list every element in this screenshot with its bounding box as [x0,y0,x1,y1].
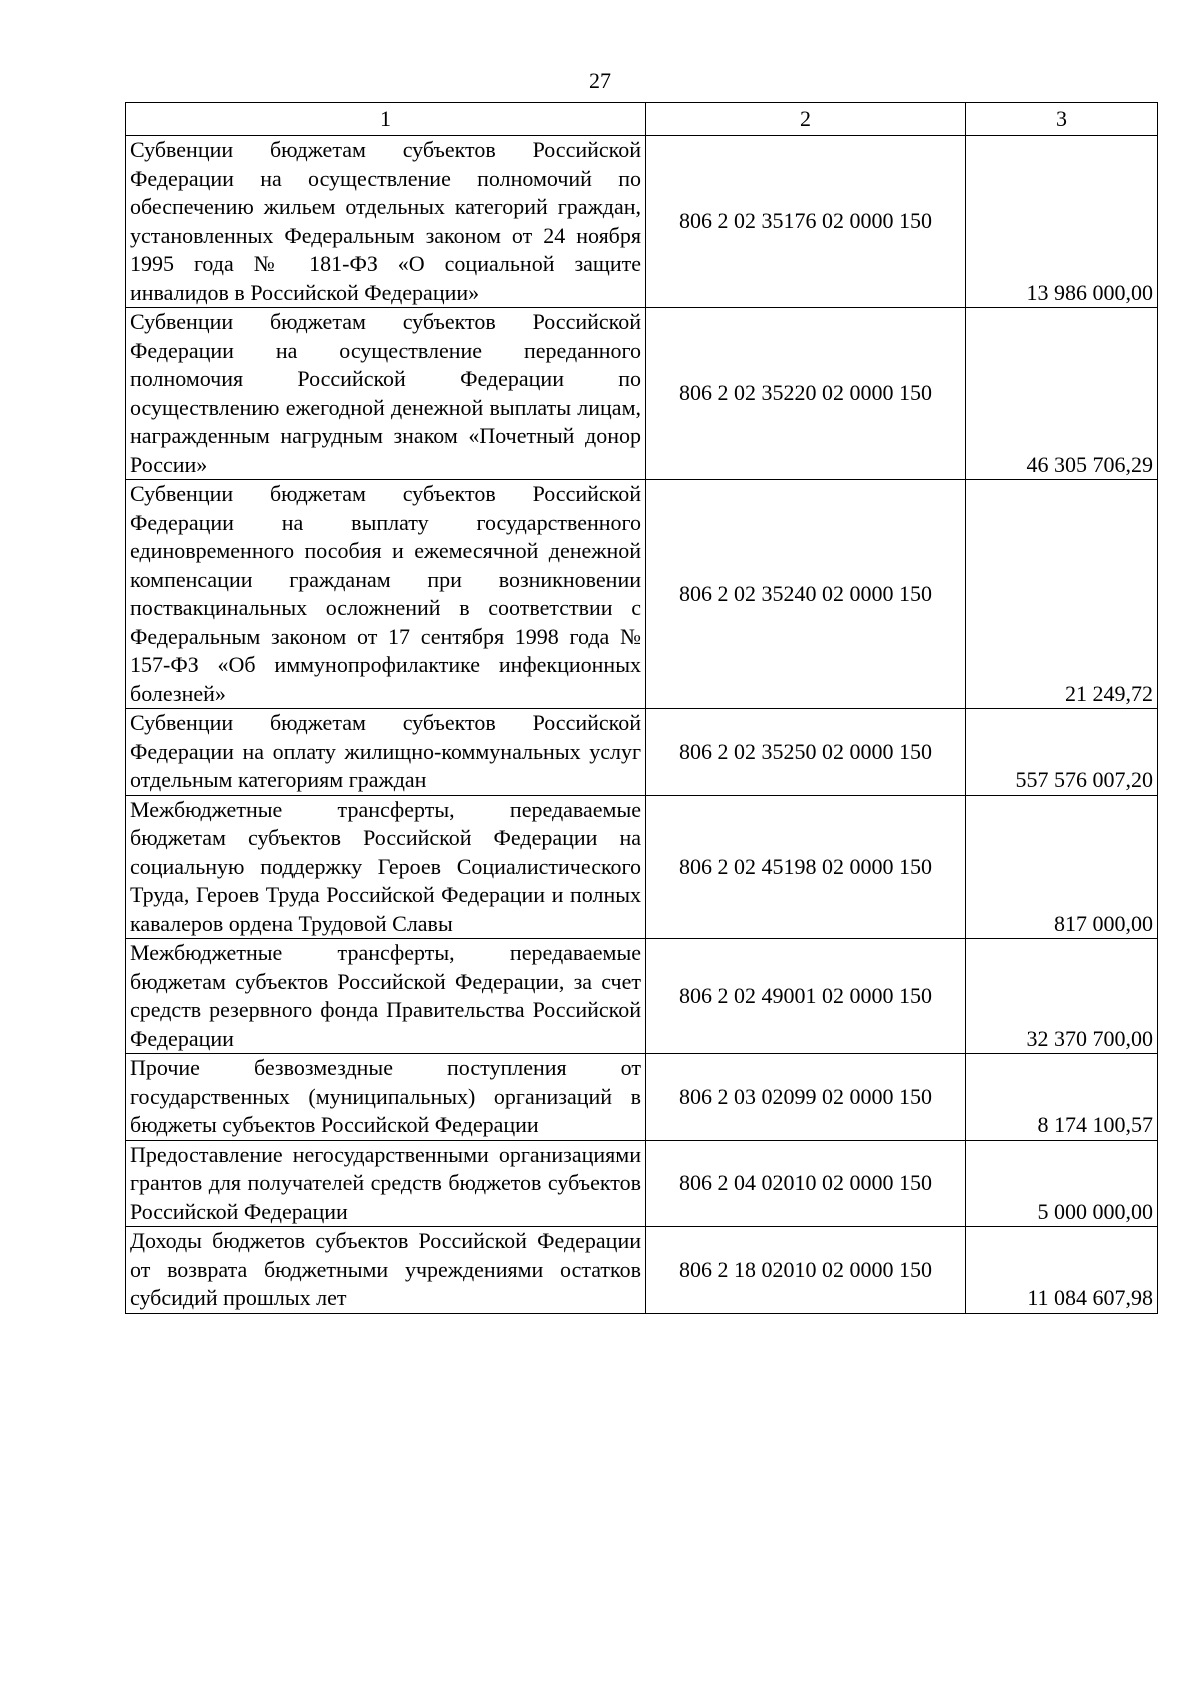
row-budget-code: 806 2 02 35176 02 0000 150 [646,136,966,308]
row-budget-code: 806 2 02 49001 02 0000 150 [646,939,966,1054]
page-number: 27 [589,68,611,93]
table-header-row [126,103,1158,136]
row-description: Предоставление негосударственными организациями грантов для получателей средств бюджетов субъектов Российской Федерации [126,1140,646,1227]
row-budget-code: 806 2 03 02099 02 0000 150 [646,1054,966,1141]
row-budget-code: 806 2 02 35220 02 0000 150 [646,308,966,480]
row-amount: 46 305 706,29 [966,308,1158,480]
table-row [126,795,1158,939]
row-budget-code: 806 2 02 45198 02 0000 150 [646,795,966,939]
column-header-code: 2 [646,103,966,136]
row-amount: 21 249,72 [966,480,1158,709]
row-budget-code: 806 2 02 35240 02 0000 150 [646,480,966,709]
row-amount: 557 576 007,20 [966,709,1158,796]
table-row [126,480,1158,709]
row-amount: 5 000 000,00 [966,1140,1158,1227]
row-description: Межбюджетные трансферты, передаваемые бюджетам субъектов Российской Федерации, за счет средств резервного фонда Правительства Российской Федерации [126,939,646,1054]
row-amount: 32 370 700,00 [966,939,1158,1054]
table-row [126,136,1158,308]
table-row [126,308,1158,480]
table-row [126,1227,1158,1314]
row-description: Субвенции бюджетам субъектов Российской Федерации на осуществление переданного полномочия Российской Федерации по осуществлению ежегодной денежной выплаты лицам, награжденным нагрудным знаком «Почетный донор России» [126,308,646,480]
row-description: Прочие безвозмездные поступления от государственных (муниципальных) организаций в бюджеты субъектов Российской Федерации [126,1054,646,1141]
table-row [126,1140,1158,1227]
table-row [126,939,1158,1054]
row-budget-code: 806 2 02 35250 02 0000 150 [646,709,966,796]
row-description: Субвенции бюджетам субъектов Российской Федерации на оплату жилищно-коммунальных услуг отдельным категориям граждан [126,709,646,796]
row-description: Межбюджетные трансферты, передаваемые бюджетам субъектов Российской Федерации на социальную поддержку Героев Социалистического Труда, Героев Труда Российской Федерации и полных кавалеров ордена Трудовой Славы [126,795,646,939]
column-header-description: 1 [126,103,646,136]
table-row [126,709,1158,796]
row-amount: 817 000,00 [966,795,1158,939]
column-header-amount: 3 [966,103,1158,136]
budget-revenue-table [125,102,1158,1314]
row-budget-code: 806 2 04 02010 02 0000 150 [646,1140,966,1227]
row-amount: 11 084 607,98 [966,1227,1158,1314]
table-row [126,1054,1158,1141]
row-amount: 13 986 000,00 [966,136,1158,308]
row-budget-code: 806 2 18 02010 02 0000 150 [646,1227,966,1314]
row-description: Субвенции бюджетам субъектов Российской Федерации на выплату государственного единовременного пособия и ежемесячной денежной компенсации гражданам при возникновении поствакцинальных осложнений в соответствии с Федеральным законом от 17 сентября 1998 года № 157-ФЗ «Об иммунопрофилактике инфекционных болезней» [126,480,646,709]
row-description: Доходы бюджетов субъектов Российской Федерации от возврата бюджетными учреждениями остатков субсидий прошлых лет [126,1227,646,1314]
row-description: Субвенции бюджетам субъектов Российской Федерации на осуществление полномочий по обеспечению жильем отдельных категорий граждан, установленных Федеральным законом от 24 ноября 1995 года № 181-ФЗ «О социальной защите инвалидов в Российской Федерации» [126,136,646,308]
row-amount: 8 174 100,57 [966,1054,1158,1141]
